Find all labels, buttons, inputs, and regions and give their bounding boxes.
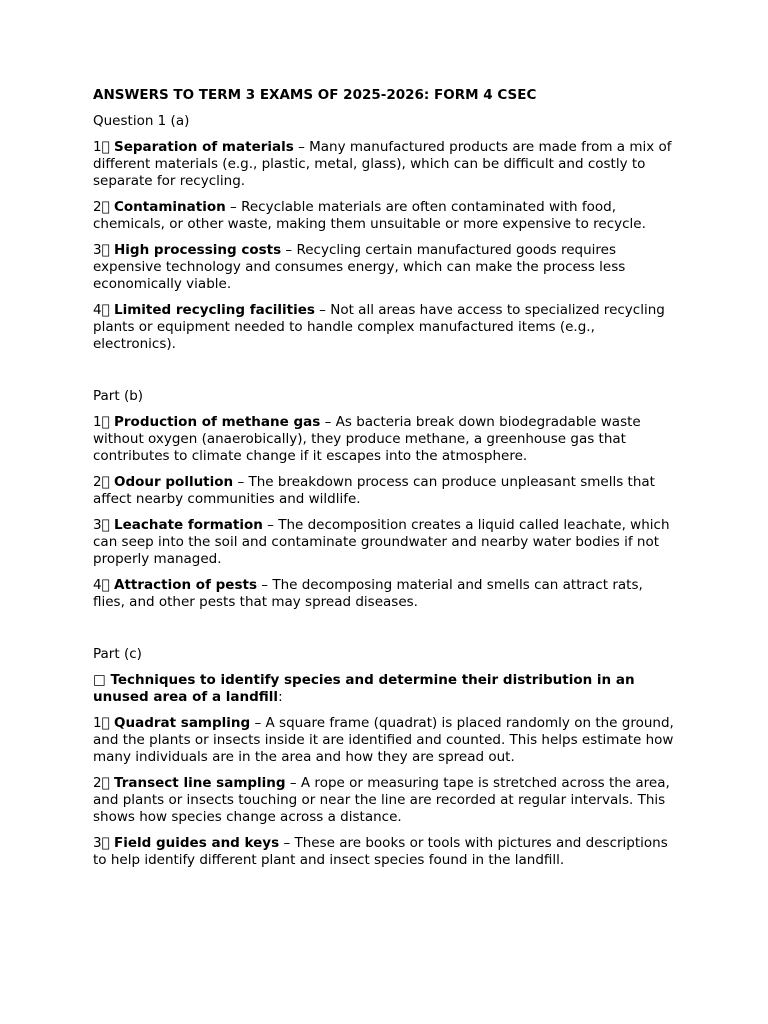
answer-item — [93, 835, 678, 869]
keycap-number-icon: 2⃣ — [93, 775, 110, 791]
answer-item — [93, 577, 678, 611]
keycap-number-icon: 2⃣ — [93, 199, 110, 215]
spacer — [93, 362, 678, 388]
part-c-intro-heading: Techniques to identify species and determine their distribution in an unused area of a landfill — [93, 672, 635, 705]
answer-text: – The breakdown process can produce unpleasant smells that affect nearby communities and wildlife. — [93, 474, 655, 507]
part-b-label: Part (b) — [93, 388, 144, 404]
answer-text: – Many manufactured products are made from a mix of different materials (e.g., plastic, metal, glass), which can be difficult and costly to separate for recycling. — [93, 139, 672, 189]
answer-term: High processing costs — [114, 242, 282, 258]
keycap-number-icon: 3⃣ — [93, 835, 110, 851]
answer-text: – A square frame (quadrat) is placed randomly on the ground, and the plants or insects inside it are identified and counted. This helps estimate how many individuals are in the area and how they are spread out. — [93, 715, 674, 765]
question-1a-label: Question 1 (a) — [93, 113, 190, 129]
answer-item — [93, 302, 678, 353]
document-page — [93, 87, 678, 878]
part-b-answers — [93, 414, 678, 611]
keycap-number-icon: 4⃣ — [93, 577, 110, 593]
answer-term: Leachate formation — [114, 517, 263, 533]
answer-item — [93, 242, 678, 293]
answer-term: Limited recycling facilities — [114, 302, 315, 318]
answer-item — [93, 474, 678, 508]
part-c-intro — [93, 672, 678, 706]
part-c-label: Part (c) — [93, 646, 142, 662]
answer-item — [93, 517, 678, 568]
answer-term: Contamination — [114, 199, 226, 215]
keycap-number-icon: 1⃣ — [93, 414, 110, 430]
answer-item — [93, 199, 678, 233]
answer-term: Production of methane gas — [114, 414, 321, 430]
answer-item — [93, 414, 678, 465]
answer-term: Separation of materials — [114, 139, 294, 155]
part-c-intro-tail: : — [278, 689, 283, 705]
answer-term: Transect line sampling — [114, 775, 286, 791]
answer-text: – Not all areas have access to specialized recycling plants or equipment needed to handle complex manufactured items (e.g., electronics). — [93, 302, 665, 352]
checkbox-icon: □ — [93, 672, 106, 688]
keycap-number-icon: 1⃣ — [93, 139, 110, 155]
answer-text: – The decomposition creates a liquid called leachate, which can seep into the soil and contaminate groundwater and nearby water bodies if not properly managed. — [93, 517, 670, 567]
answer-term: Odour pollution — [114, 474, 234, 490]
keycap-number-icon: 3⃣ — [93, 517, 110, 533]
answer-text: – Recyclable materials are often contaminated with food, chemicals, or other waste, making them unsuitable or more expensive to recycle. — [93, 199, 646, 232]
question-1a-answers — [93, 139, 678, 353]
answer-text: – Recycling certain manufactured goods requires expensive technology and consumes energy, which can make the process less economically viable. — [93, 242, 626, 292]
spacer — [93, 620, 678, 646]
part-c-answers — [93, 715, 678, 869]
answer-text: – A rope or measuring tape is stretched across the area, and plants or insects touching or near the line are recorded at regular intervals. This shows how species change across a distance. — [93, 775, 670, 825]
answer-term: Field guides and keys — [114, 835, 280, 851]
document-title: ANSWERS TO TERM 3 EXAMS OF 2025-2026: FORM 4 CSEC — [93, 87, 537, 103]
answer-term: Attraction of pests — [114, 577, 257, 593]
answer-item — [93, 139, 678, 190]
answer-term: Quadrat sampling — [114, 715, 251, 731]
keycap-number-icon: 4⃣ — [93, 302, 110, 318]
answer-text: – These are books or tools with pictures and descriptions to help identify different plant and insect species found in the landfill. — [93, 835, 668, 868]
answer-text: – As bacteria break down biodegradable waste without oxygen (anaerobically), they produce methane, a greenhouse gas that contributes to climate change if it escapes into the atmosphere. — [93, 414, 641, 464]
keycap-number-icon: 1⃣ — [93, 715, 110, 731]
answer-text: – The decomposing material and smells can attract rats, flies, and other pests that may spread diseases. — [93, 577, 643, 610]
answer-item — [93, 775, 678, 826]
keycap-number-icon: 2⃣ — [93, 474, 110, 490]
keycap-number-icon: 3⃣ — [93, 242, 110, 258]
answer-item — [93, 715, 678, 766]
